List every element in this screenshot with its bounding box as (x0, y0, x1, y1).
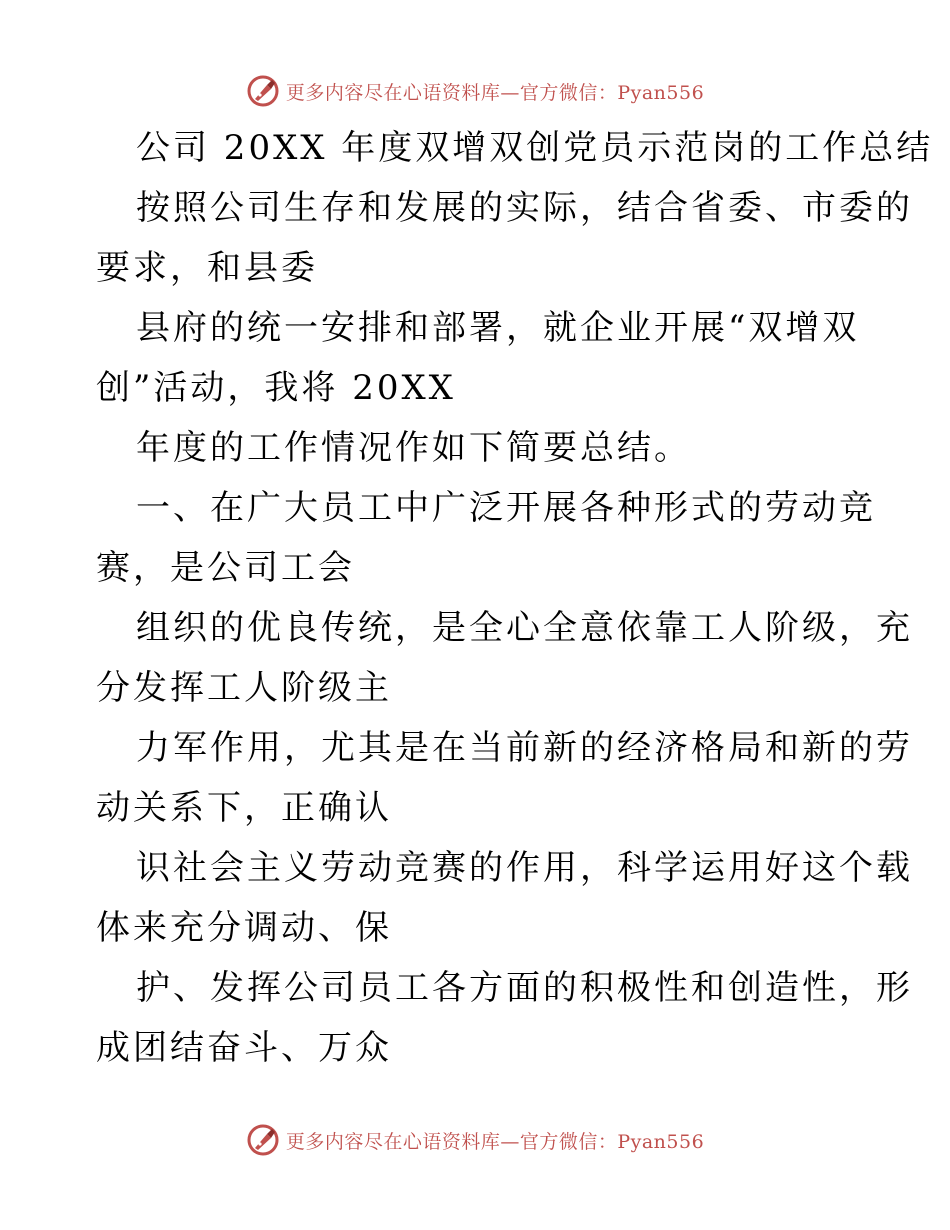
document-body (96, 118, 934, 1078)
pen-nib-logo-icon (246, 1123, 280, 1157)
text-line: 创”活动，我将 20XX (96, 368, 456, 408)
text-line: 县府的统一安排和部署，就企业开展“双增双 (136, 308, 860, 348)
text-line: 动关系下，正确认 (96, 788, 392, 828)
watermark-text: 更多内容尽在心语资料库—官方微信：Pyan556 (285, 81, 705, 104)
text-line: 组织的优良传统，是全心全意依靠工人阶级，充 (136, 608, 913, 648)
watermark-text: 更多内容尽在心语资料库—官方微信：Pyan556 (285, 1130, 705, 1153)
text-line: 年度的工作情况作如下简要总结。 (136, 428, 691, 468)
text-line: 公司 20XX 年度双增双创党员示范岗的工作总结 (136, 128, 934, 168)
text-line: 成团结奋斗、万众 (96, 1028, 392, 1068)
text-line: 要求，和县委 (96, 248, 318, 288)
text-line: 分发挥工人阶级主 (96, 668, 392, 708)
header-watermark (0, 71, 950, 111)
text-line: 按照公司生存和发展的实际，结合省委、市委的 (136, 188, 913, 228)
text-line: 力军作用，尤其是在当前新的经济格局和新的劳 (136, 728, 913, 768)
footer-watermark (0, 1120, 950, 1160)
text-line: 识社会主义劳动竞赛的作用，科学运用好这个载 (136, 848, 913, 888)
text-line: 一、在广大员工中广泛开展各种形式的劳动竞 (136, 488, 876, 528)
pen-nib-logo-icon (246, 74, 280, 108)
text-line: 体来充分调动、保 (96, 908, 392, 948)
text-line: 赛，是公司工会 (96, 548, 355, 588)
text-line: 护、发挥公司员工各方面的积极性和创造性，形 (136, 968, 913, 1008)
